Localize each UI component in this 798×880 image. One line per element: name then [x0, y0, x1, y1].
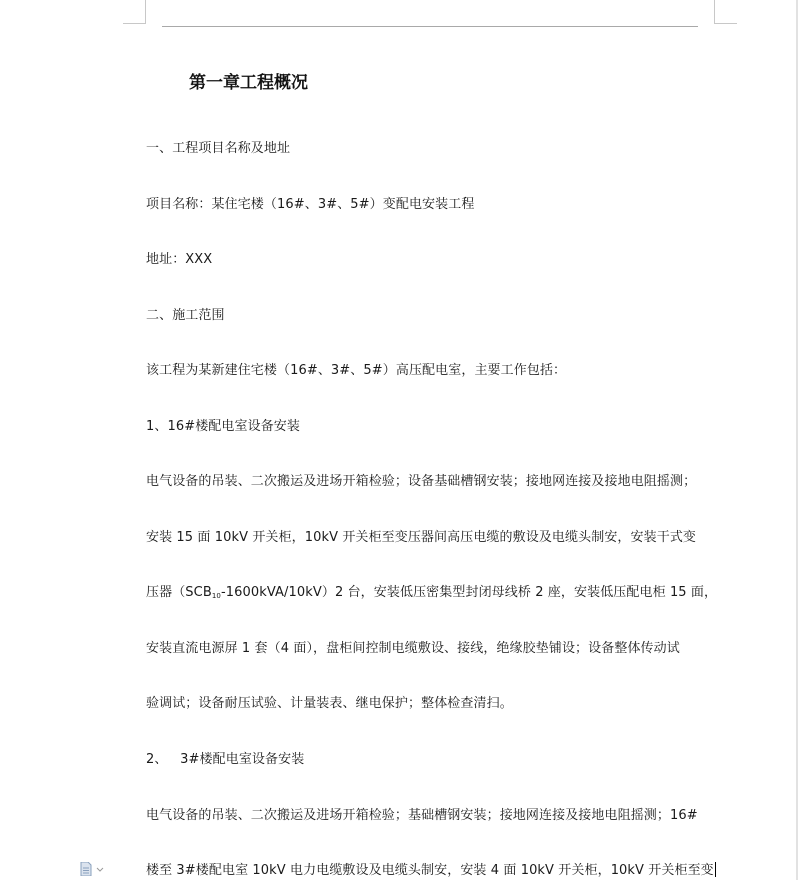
paragraph-line[interactable] [146, 584, 717, 602]
paragraph-line[interactable]: 验调试；设备耐压试验、计量装表、继电保护；整体检查清扫。 [146, 696, 513, 711]
item-heading[interactable]: 1、16#楼配电室设备安装 [146, 419, 301, 434]
header-corner-mark-right [714, 0, 737, 24]
intro-paragraph[interactable]: 该工程为某新建住宅楼（16#、3#、5#）高压配电室，主要工作包括： [146, 363, 567, 378]
header-corner-mark-left [123, 0, 146, 24]
document-icon-glyph [80, 862, 104, 876]
header-rule [162, 26, 698, 27]
paragraph-line[interactable]: 安装 15 面 10kV 开关柜，10kV 开关柜至变压器间高压电缆的敷设及电缆头制安，安装干式变 [146, 530, 697, 545]
text-run: 楼至 3#楼配电室 10kV 电力电缆敷设及电缆头制安，安装 4 面 10kV 开关柜，10kV 开关柜至变 [146, 863, 714, 878]
section-heading[interactable]: 二、施工范围 [146, 308, 225, 323]
paragraph-line[interactable]: 安装直流电源屏 1 套（4 面），盘柜间控制电缆敷设、接线，绝缘胶垫铺设；设备整体传动试 [146, 641, 680, 656]
document-icon[interactable] [80, 861, 104, 875]
text-run: 压器（SCB [146, 585, 212, 600]
item-heading[interactable]: 2、 3#楼配电室设备安装 [146, 752, 305, 767]
subscript-text: 10 [211, 592, 221, 600]
chapter-title[interactable]: 第一章工程概况 [189, 73, 308, 93]
text-run: -1600kVA/10kV）2 台，安装低压密集型封闭母线桥 2 座，安装低压配电柜 15 面， [220, 585, 718, 600]
project-name-line[interactable]: 项目名称：某住宅楼（16#、3#、5#）变配电安装工程 [146, 197, 475, 212]
paragraph-line[interactable] [146, 862, 716, 880]
address-line[interactable]: 地址：XXX [146, 252, 213, 267]
text-cursor [715, 862, 716, 877]
section-heading[interactable]: 一、工程项目名称及地址 [146, 141, 291, 156]
paragraph-line[interactable]: 电气设备的吊装、二次搬运及进场开箱检验；基础槽钢安装；接地网连接及接地电阻摇测；16# [146, 808, 698, 823]
paragraph-line[interactable]: 电气设备的吊装、二次搬运及进场开箱检验；设备基础槽钢安装；接地网连接及接地电阻摇测； [146, 474, 697, 489]
